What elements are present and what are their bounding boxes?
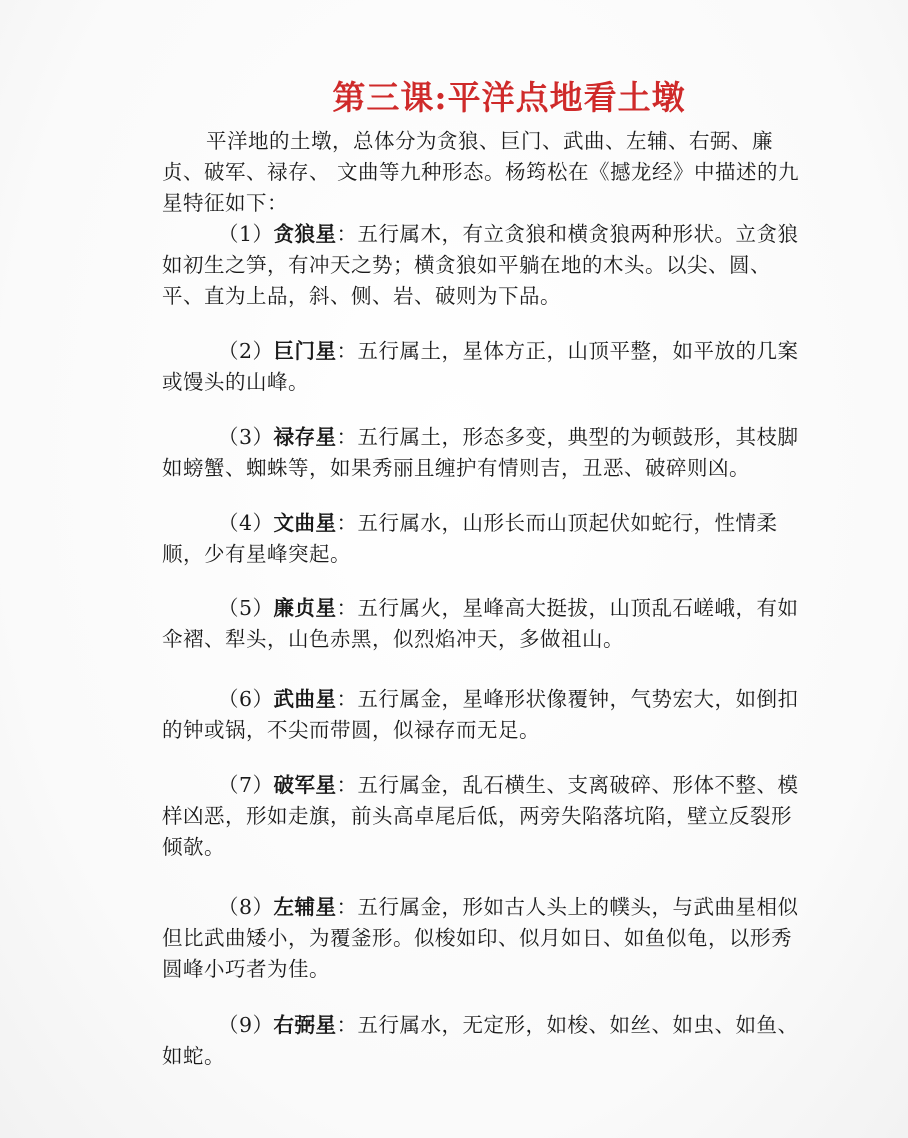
star-name: 武曲星 [273, 687, 337, 711]
section-colon: ： [336, 511, 358, 535]
section-6 [162, 684, 812, 746]
star-name: 禄存星 [273, 425, 337, 449]
section-text: 五行属水，无定形，如梭、如丝、如虫、如鱼、如蛇。 [162, 1013, 799, 1068]
section-number: （8） [218, 895, 274, 919]
section-number: （9） [218, 1013, 274, 1037]
star-name: 左辅星 [273, 895, 337, 919]
section-text: 五行属土，形态多变，典型的为顿鼓形，其枝脚如螃蟹、蜘蛛等，如果秀丽且缠护有情则吉，丑恶、破碎则凶。 [162, 425, 799, 480]
section-text: 五行属金，形如古人头上的幞头，与武曲星相似但比武曲矮小，为覆釜形。似梭如印、似月如日、如鱼似龟，以形秀圆峰小巧者为佳。 [162, 895, 799, 981]
section-number: （1） [218, 222, 274, 246]
section-number: （3） [218, 425, 274, 449]
section-5 [162, 593, 812, 655]
section-4 [162, 508, 812, 570]
star-name: 右弼星 [273, 1013, 337, 1037]
section-number: （2） [218, 339, 274, 363]
star-name: 巨门星 [273, 339, 337, 363]
section-number: （6） [218, 687, 274, 711]
section-1 [162, 219, 812, 312]
section-number: （5） [218, 596, 274, 620]
star-name: 文曲星 [273, 511, 337, 535]
section-text: 五行属金，乱石横生、支离破碎、形体不整、模样凶恶，形如走旗，前头高卓尾后低，两旁失陷落坑陷，壁立反裂形倾欹。 [162, 773, 799, 859]
section-text: 五行属木，有立贪狼和横贪狼两种形状。立贪狼如初生之笋，有冲天之势；横贪狼如平躺在地的木头。以尖、圆、平、直为上品，斜、侧、岩、破则为下品。 [162, 222, 799, 308]
star-name: 廉贞星 [273, 596, 337, 620]
section-colon: ： [336, 773, 358, 797]
section-number: （4） [218, 511, 274, 535]
section-colon: ： [336, 222, 358, 246]
lesson-title: 第三课:平洋点地看土墩 [332, 78, 686, 117]
star-name: 贪狼星 [273, 222, 337, 246]
section-number: （7） [218, 773, 274, 797]
section-colon: ： [336, 895, 358, 919]
section-colon: ： [336, 425, 358, 449]
section-text: 五行属金，星峰形状像覆钟，气势宏大，如倒扣的钟或锅，不尖而带圆，似禄存而无足。 [162, 687, 799, 742]
section-2 [162, 336, 812, 398]
section-text: 五行属火，星峰高大挺拔，山顶乱石嵯峨，有如伞褶、犁头，山色赤黑，似烈焰冲天，多做祖山。 [162, 596, 799, 651]
section-9 [162, 1010, 812, 1072]
section-colon: ： [336, 687, 358, 711]
section-colon: ： [336, 339, 358, 363]
star-name: 破军星 [273, 773, 337, 797]
section-text: 五行属水，山形长而山顶起伏如蛇行，性情柔顺，少有星峰突起。 [162, 511, 778, 566]
section-7 [162, 770, 812, 863]
section-text: 五行属土，星体方正，山顶平整，如平放的几案或馒头的山峰。 [162, 339, 799, 394]
intro-paragraph: 平洋地的土墩，总体分为贪狼、巨门、武曲、左辅、右弼、廉贞、破军、禄存、 文曲等九种形态。杨筠松在《撼龙经》中描述的九星特征如下： [162, 129, 800, 215]
section-colon: ： [336, 596, 358, 620]
section-8 [162, 892, 812, 985]
section-3 [162, 422, 812, 484]
section-colon: ： [336, 1013, 358, 1037]
